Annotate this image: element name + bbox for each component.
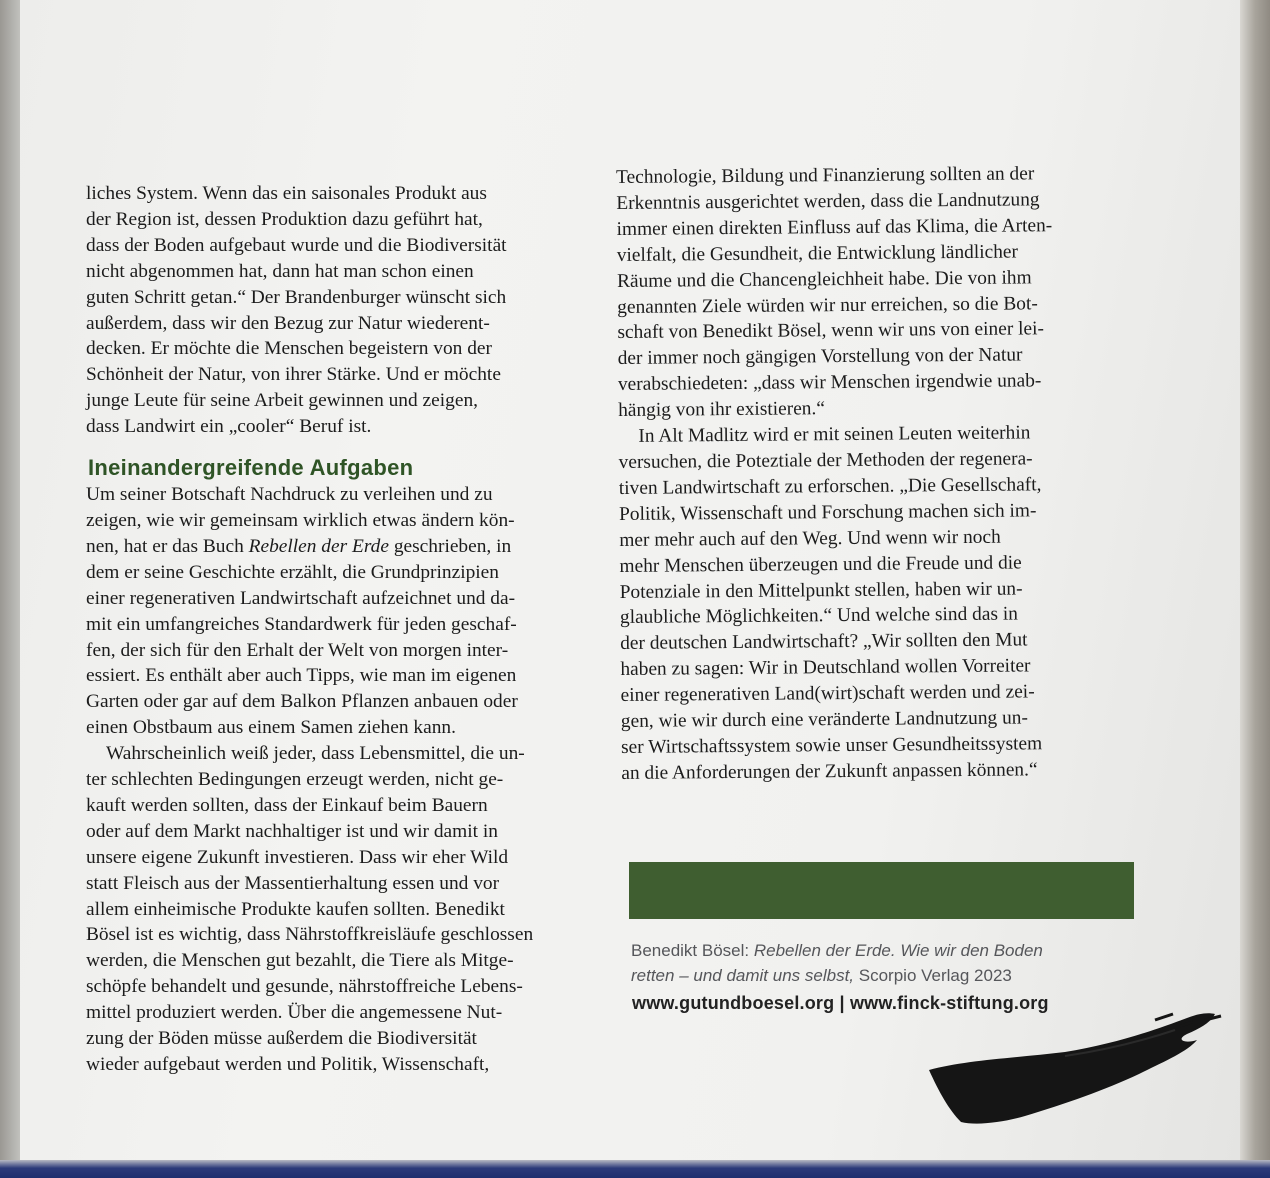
text-line: dem er seine Geschichte erzählt, die Grundprinzipien bbox=[86, 561, 499, 583]
text-line: an die Anforderungen der Zukunft anpassen können.“ bbox=[621, 759, 1038, 784]
right-column bbox=[616, 161, 1131, 787]
page-edge bbox=[1240, 0, 1270, 1178]
text-line: zung der Böden müsse außerdem die Biodiversität bbox=[86, 1028, 477, 1050]
text-line: Politik, Wissenschaft und Forschung machen sich im- bbox=[618, 500, 1037, 525]
text-line: der immer noch gängigen Vorstellung von der Natur bbox=[617, 344, 1023, 370]
text-line: allem einheimische Produkte kaufen sollten. Benedikt bbox=[86, 898, 505, 920]
green-banner bbox=[629, 862, 1134, 919]
text-line: außerdem, dass wir den Bezug zur Natur wiederent- bbox=[86, 312, 490, 334]
text-line: liches System. Wenn das ein saisonales Produkt aus bbox=[86, 183, 487, 204]
left-paragraph-2 bbox=[86, 482, 586, 741]
text-line: statt Fleisch aus der Massentierhaltung essen und vor bbox=[86, 872, 500, 894]
left-column bbox=[86, 181, 586, 1078]
text-line: fen, der sich für den Erhalt der Welt von morgen inter- bbox=[86, 639, 509, 661]
left-paragraph-1 bbox=[86, 181, 586, 440]
text-line: schaft von Benedikt Bösel, wenn wir uns von einer lei- bbox=[617, 318, 1045, 344]
text-line: wieder aufgebaut werden und Politik, Wissenschaft, bbox=[86, 1054, 490, 1075]
text-line: vielfalt, die Gesundheit, die Entwicklung ländlicher bbox=[616, 241, 1019, 266]
text-line: hängig von ihr existieren.“ bbox=[618, 398, 826, 422]
text-line: der Region ist, dessen Produktion dazu geführt hat, bbox=[86, 208, 483, 230]
text-line: unsere eigene Zukunft investieren. Dass wir eher Wild bbox=[86, 846, 509, 868]
left-paragraph-3 bbox=[86, 741, 586, 1078]
text-line: dass Landwirt ein „cooler“ Beruf ist. bbox=[86, 416, 372, 438]
text-line: einer regenerativen Land(wirt)schaft werden und zei- bbox=[620, 681, 1035, 707]
text-line: Um seiner Botschaft Nachdruck zu verleihen und zu bbox=[86, 484, 493, 506]
text-line: mer mehr auch auf den Weg. Und wenn wir noch bbox=[619, 526, 1001, 551]
text-line: werden, die Menschen gut bezahlt, die Tiere als Mitge- bbox=[86, 950, 514, 972]
right-paragraph-2 bbox=[618, 420, 1131, 787]
book-title: retten – und damit uns selbst, bbox=[631, 966, 855, 985]
text-line: Bösel ist es wichtig, dass Nährstoffkreisläufe geschlossen bbox=[86, 924, 534, 946]
text-fragment: geschrieben, in bbox=[388, 535, 512, 557]
text-line: schöpfe behandelt und gesunde, nährstoffreiche Lebens- bbox=[86, 976, 523, 998]
book-reference-line bbox=[631, 963, 1131, 988]
text-line: der deutschen Landwirtschaft? „Wir sollten den Mut bbox=[620, 629, 1028, 655]
bottom-blue-band bbox=[0, 1160, 1270, 1178]
book-title: Rebellen der Erde bbox=[248, 535, 389, 557]
right-paragraph-1 bbox=[616, 161, 1128, 425]
text-line: haben zu sagen: Wir in Deutschland wollen Vorreiter bbox=[620, 655, 1031, 681]
text-line: Wahrscheinlich weiß jeder, dass Lebensmittel, die un- bbox=[106, 743, 525, 765]
text-line: Garten oder gar auf dem Balkon Pflanzen anbauen oder bbox=[86, 691, 518, 713]
text-line: Räume und die Chancengleichheit habe. Die von ihm bbox=[616, 267, 1032, 292]
text-line: Erkenntnis ausgerichtet werden, dass die Landnutzung bbox=[616, 189, 1040, 214]
text-line: Potenziale in den Mittelpunkt stellen, haben wir un- bbox=[619, 577, 1023, 603]
text-line: gen, wie wir durch eine veränderte Landnutzung un- bbox=[620, 707, 1028, 733]
website-links: www.gutundboesel.org | www.finck-stiftung.org bbox=[632, 993, 1049, 1013]
text-line: versuchen, die Poteztiale der Methoden der regenera- bbox=[618, 448, 1033, 473]
text-line: essiert. Es enthält aber auch Tipps, wie man im eigenen bbox=[86, 665, 517, 687]
book-publisher: Scorpio Verlag 2023 bbox=[854, 966, 1012, 985]
book-reference bbox=[631, 938, 1131, 988]
text-line: In Alt Madlitz wird er mit seinen Leuten weiterhin bbox=[638, 422, 1031, 447]
text-line: junge Leute für seine Arbeit gewinnen und zeigen, bbox=[86, 390, 478, 412]
text-line: mit ein umfangreiches Standardwerk für jeden geschaf- bbox=[86, 613, 517, 635]
text-line: nicht abgenommen hat, dann hat man schon einen bbox=[86, 260, 474, 282]
book-title: Rebellen der Erde. Wie wir den Boden bbox=[753, 941, 1043, 960]
section-heading: Ineinandergreifende Aufgaben bbox=[88, 455, 414, 481]
text-fragment: nen, hat er das Buch bbox=[86, 535, 249, 557]
text-line: oder auf dem Markt nachhaltiger ist und wir damit in bbox=[86, 820, 498, 842]
text-line: tiven Landwirtschaft zu erforschen. „Die Gesellschaft, bbox=[618, 474, 1042, 499]
text-line: kauft werden sollten, dass der Einkauf beim Bauern bbox=[86, 794, 488, 816]
text-line: einen Obstbaum aus einem Samen ziehen kann. bbox=[86, 717, 456, 739]
book-reference-line bbox=[631, 938, 1131, 963]
text-line: Schönheit der Natur, von ihrer Stärke. Und er möchte bbox=[86, 364, 501, 386]
text-line: Technologie, Bildung und Finanzierung sollten an der bbox=[616, 163, 1035, 188]
text-line: verabschiedeten: „dass wir Menschen irgendwie unab- bbox=[617, 370, 1042, 396]
text-line: mittel produziert werden. Über die angemessene Nut- bbox=[86, 1002, 503, 1024]
text-line: dass der Boden aufgebaut wurde und die Biodiversität bbox=[86, 234, 507, 256]
brush-stroke-graphic bbox=[925, 1000, 1235, 1130]
text-line: glaubliche Möglichkeiten.“ Und welche sind das in bbox=[619, 603, 1018, 629]
text-line bbox=[86, 534, 586, 560]
book-author: Benedikt Bösel: bbox=[631, 941, 754, 960]
text-line: mehr Menschen überzeugen und die Freude und die bbox=[619, 552, 1022, 577]
text-line: decken. Er möchte die Menschen begeistern von der bbox=[86, 338, 492, 360]
text-line: zeigen, wie wir gemeinsam wirklich etwas ändern kön- bbox=[86, 509, 515, 531]
text-line: genannten Ziele würden wir nur erreichen, so die Bot- bbox=[617, 292, 1038, 318]
text-line: guten Schritt getan.“ Der Brandenburger wünscht sich bbox=[86, 286, 507, 308]
text-line: einer regenerativen Landwirtschaft aufzeichnet und da- bbox=[86, 587, 516, 609]
text-line: ser Wirtschaftssystem sowie unser Gesundheitssystem bbox=[620, 733, 1043, 758]
text-line: immer einen direkten Einfluss auf das Klima, die Arten- bbox=[616, 215, 1053, 240]
text-line: ter schlechten Bedingungen erzeugt werden, nicht ge- bbox=[86, 769, 504, 791]
